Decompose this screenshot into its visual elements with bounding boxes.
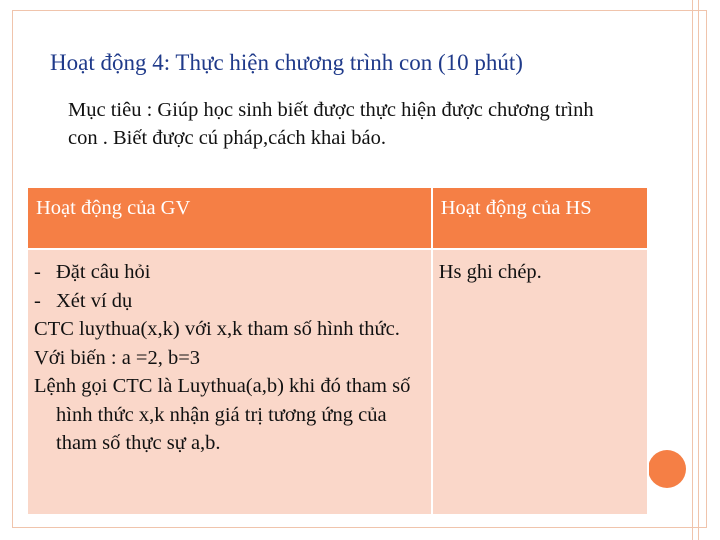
decorative-circle bbox=[648, 450, 686, 488]
student-activity-text: Hs ghi chép. bbox=[438, 261, 542, 283]
slide-title: Hoạt động 4: Thực hiện chương trình con (10 phút) bbox=[50, 50, 523, 75]
teacher-activity-cell bbox=[27, 249, 432, 515]
activity-table bbox=[26, 186, 649, 516]
decorative-line bbox=[692, 0, 693, 540]
header-student-activity: Hoạt động của HS bbox=[432, 187, 648, 249]
list-item: Lệnh gọi CTC là Luythua(a,b) khi đó tham số hình thức x,k nhận giá trị tương ứng của tham số thực sự a,b. bbox=[34, 375, 411, 454]
list-item: CTC luythua(x,k) với x,k tham số hình thức. bbox=[34, 318, 400, 340]
list-item: - Xét ví dụ bbox=[34, 289, 133, 312]
table-header-row bbox=[27, 187, 648, 249]
table-row bbox=[27, 249, 648, 515]
student-activity-cell bbox=[432, 249, 648, 515]
list-item: - Đặt câu hỏi bbox=[34, 261, 151, 283]
objective-text: Mục tiêu : Giúp học sinh biết được thực hiện được chương trình con . Biết được cú pháp,cách khai báo. bbox=[68, 99, 594, 149]
decorative-line bbox=[698, 0, 699, 540]
header-teacher-activity: Hoạt động của GV bbox=[27, 187, 432, 249]
list-item: Với biến : a =2, b=3 bbox=[34, 346, 201, 369]
